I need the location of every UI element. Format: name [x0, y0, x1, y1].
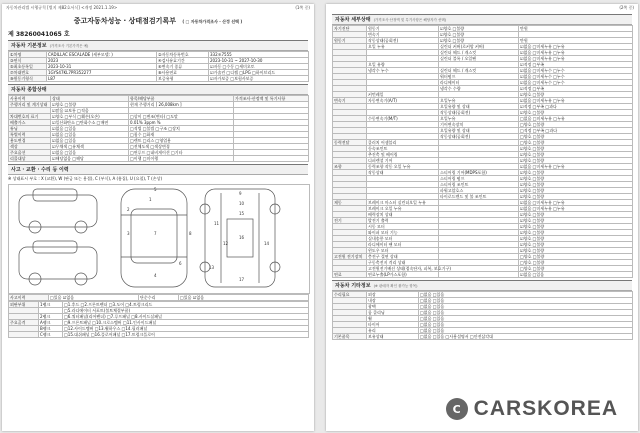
inspection-page-1: [2, 4, 314, 431]
table-cell: □상이 □변조(변타) □도말: [129, 114, 234, 120]
table-cell: ☑양호 □불량: [519, 218, 633, 224]
accident-history-row: [9, 295, 309, 301]
table-cell: ③연식: [9, 58, 47, 64]
table-cell: 사고이력: [9, 295, 49, 301]
table-cell: 만원: [519, 26, 633, 32]
table-cell: □양호 □불량: [519, 140, 633, 146]
table-cell: 외장: [367, 292, 419, 298]
table-cell: ☑양호 □불량: [519, 224, 633, 230]
table-cell: □있음 ☑없음: [49, 295, 139, 301]
table-cell: 내장: [367, 298, 419, 304]
table-cell: ☑양호 □불량: [519, 182, 633, 188]
diagram-part-number: 3: [127, 231, 130, 236]
table-cell: 고전원전기배선 상태(접속단자, 피복, 보호기구): [368, 266, 451, 271]
table-cell: ⑨원동기형식: [9, 76, 47, 82]
table-cell: ☑양호 □불량: [519, 170, 633, 176]
accident-history-table: [8, 294, 309, 301]
table-cell: ☑해당없음 □해당: [51, 156, 129, 162]
table-cell: □없음 □있음: [419, 292, 633, 298]
table-cell: 만원: [519, 38, 633, 44]
diagram-part-number: 17: [239, 277, 245, 282]
table-cell: ☑없음 □있음: [51, 132, 129, 138]
table-cell: ☑없음 □미세누유 □누유: [519, 98, 633, 104]
table-cell: □양호 □불량: [519, 266, 633, 272]
table-cell: ☑양호 □불량: [439, 38, 519, 44]
table-cell: 배출가스: [9, 120, 51, 126]
table-cell: ☑없음 □있음: [51, 138, 129, 144]
column-header: 상태: [51, 96, 129, 102]
table-cell: ☑양호 □불량: [519, 242, 633, 248]
basic-info-table: [8, 51, 309, 82]
table-cell: □5.라디에이터 서포트(볼트체결부품): [63, 308, 309, 314]
table-cell: ☑양호 □불량: [519, 188, 633, 194]
table-cell: 고전원 전기장치: [333, 254, 367, 260]
table-cell: L87: [47, 76, 157, 82]
diagram-part-number: 4: [154, 273, 157, 278]
detail-status-table: [332, 25, 633, 278]
diagram-part-number: 12: [223, 241, 229, 246]
accident-section-title: 사고 · 교환 · 수리 등 이력: [8, 164, 308, 175]
column-header: 가격조사·산정액 및 특기사항: [234, 96, 309, 102]
panel-rank-row: [9, 332, 309, 338]
table-cell: 1GYS47KL7PR352277: [47, 70, 157, 76]
table-cell: 시동 모터: [367, 224, 439, 230]
diagram-part-number: 10: [239, 201, 245, 206]
table-cell: ☑양호 □불량: [519, 236, 633, 242]
column-header: 사용이력: [9, 96, 51, 102]
table-cell: ☑없음 □미세누유 □누유: [519, 200, 633, 206]
table-cell: □적정 □부족 □과다: [519, 128, 633, 134]
table-cell: 차대번호의 표기: [9, 114, 51, 120]
table-cell: 광택: [367, 304, 419, 310]
basic-info-row: [9, 70, 309, 76]
table-cell: 오일 유량: [367, 62, 439, 68]
table-cell: ☑없음 □미세누수 □누수: [519, 68, 633, 74]
diagram-part-number: 13: [209, 265, 215, 270]
table-cell: □없음 □있음: [419, 310, 633, 316]
diagram-part-number: 9: [239, 191, 242, 196]
extra-section-title: 자동차 기타정보 (※ 판매자 확인 불가능 항목): [332, 280, 632, 291]
table-cell: 스티어링 조인트: [439, 182, 519, 188]
diagram-part-number: 11: [214, 221, 220, 226]
table-cell: 충전구 절연 상태: [367, 254, 439, 260]
table-cell: 등속조인트: [367, 146, 439, 152]
table-cell: 기어변속장치: [439, 122, 519, 128]
table-cell: ☑가솔린 □디젤 □LPG □하이브리드: [209, 70, 309, 76]
table-cell: □없음 □미세누유 □누유: [519, 116, 633, 122]
table-cell: □썬루프 □네비게이션 □기타: [129, 150, 234, 156]
detail-section-title: 자동차 세부상태 (가격조사·산정액 및 특기사항은 해당자가 선택): [332, 14, 632, 25]
table-cell: ☑없음 □있음: [519, 272, 633, 278]
table-cell: ☑없음 □미세누수 □누수: [519, 74, 633, 80]
table-cell: ④검사유효기간: [157, 58, 209, 64]
table-cell: 휠: [367, 316, 419, 322]
table-cell: 자기진단: [333, 26, 367, 32]
table-cell: 워터펌프: [439, 74, 519, 80]
table-cell: 튜닝: [9, 126, 51, 132]
table-cell: □1.후드 □2.프론트펜더 □3.도어 □4.트렁크리드: [63, 302, 309, 308]
page-number: (1쪽 중): [295, 5, 310, 10]
table-cell: 구동축전지 격리 상태: [367, 260, 439, 266]
table-cell: ☑자가보증 □보험사보증: [209, 76, 309, 82]
table-cell: ☑양호 □불량: [439, 26, 519, 32]
table-cell: ⑧사용연료: [157, 70, 209, 76]
table-cell: ☑양호 □불량: [519, 230, 633, 236]
table-cell: 자동변속기(A/T): [367, 98, 439, 104]
overall-status-section-title: 자동차 종합상태: [8, 84, 308, 95]
table-cell: □15.대쉬패널 □16.플로어패널 □17.트렁크플로어: [63, 332, 309, 338]
table-cell: 오일누유: [439, 98, 519, 104]
extra-info-row: [333, 334, 633, 340]
table-cell: ☑양호 □부식 □훼손(오손): [51, 114, 129, 120]
table-cell: 스티어링 펌프: [439, 176, 519, 182]
table-cell: □적법 □불법 □구조 □장치: [129, 126, 234, 132]
diagram-part-number: 8: [189, 231, 192, 236]
table-cell: 보증유형: [157, 76, 209, 82]
table-cell: 실린더 헤드 / 개스킷: [439, 68, 519, 74]
table-cell: 오일 누유: [367, 44, 439, 50]
table-cell: 파워고압호스: [439, 188, 519, 194]
table-cell: □양호 □불량: [519, 122, 633, 128]
page2-header: [326, 4, 638, 12]
table-cell: 2023: [47, 58, 157, 64]
table-cell: 실내송풍 모터: [367, 236, 439, 242]
table-cell: 용도변경: [9, 138, 51, 144]
damage-symbol-legend: ※ 상태표시 부호 : X (교환), W (판금 또는 용접), C (부식), A (흠집), U (요철), T (손상): [8, 176, 163, 181]
table-cell: □12.사이드멤버 □13.휠하우스 □14.필러패널: [63, 326, 309, 332]
table-cell: A랭크: [39, 320, 63, 326]
table-cell: 룸 클리닝: [367, 310, 419, 316]
table-cell: □있음 ☑없음: [179, 295, 309, 301]
table-cell: 작동상태(공회전): [367, 38, 439, 44]
table-cell: ☑양호 □불량: [519, 194, 633, 200]
table-cell: □없음 □있음 □사용설명서 □안전삼각대: [419, 334, 633, 340]
table-cell: 실린더 헤드 / 개스킷: [439, 50, 519, 56]
table-cell: ☑없음 □미세누유 □누유: [519, 44, 633, 50]
table-cell: ☑없음 □있음: [51, 126, 129, 132]
table-cell: ⑥변속기 종류: [157, 64, 209, 70]
table-cell: 색상: [9, 144, 51, 150]
table-cell: 특별이력: [9, 132, 51, 138]
table-cell: 1랭크: [39, 302, 63, 308]
column-header: 항목/해당부품: [129, 96, 234, 102]
table-cell: B랭크: [39, 326, 63, 332]
table-cell: □양호 □불량: [519, 134, 633, 140]
table-cell: 수동변속기(M/T): [367, 116, 439, 122]
table-cell: 주요옵션: [9, 150, 51, 156]
table-cell: □양호 □불량: [519, 254, 633, 260]
table-cell: 작동상태(공회전): [439, 110, 519, 116]
inspection-page-2: [326, 4, 638, 431]
table-cell: 원동기: [367, 26, 439, 32]
table-cell: ⑤최초등록일: [9, 64, 47, 70]
table-cell: 발전기 출력: [367, 218, 439, 224]
table-cell: ☑없음 □미세누유 □누유: [519, 206, 633, 212]
table-cell: ☑적정 □부족: [519, 86, 633, 92]
diagram-part-number: 5: [154, 187, 157, 192]
table-cell: ☑적정 □부족 □과다: [519, 104, 633, 110]
table-cell: 수리필요: [333, 292, 367, 298]
diagram-part-number: 15: [239, 211, 245, 216]
table-cell: □이행 □미이행: [129, 156, 234, 162]
document-number: 제 38260041065 호: [8, 31, 70, 38]
table-cell: 브레이크 마스터 실린더오일 누유: [367, 200, 439, 206]
table-cell: 연료: [333, 272, 367, 278]
diagram-part-number: 7: [154, 231, 157, 236]
table-cell: 타이어: [367, 322, 419, 328]
table-cell: 주행거리 및 계기상태: [9, 102, 51, 108]
table-cell: ☑없음 □미세누수 □누수: [519, 80, 633, 86]
table-cell: 윈도우 모터: [367, 248, 439, 254]
table-cell: 연료누출(LP가스포함): [367, 272, 439, 278]
car-outline-diagram: [9, 185, 309, 293]
table-cell: 리콜대상: [9, 156, 51, 162]
diagram-part-number: 14: [264, 241, 270, 246]
form-reference: 자동차관리법 시행규칙 [별지 제82호서식] <개정 2021.1.19>: [6, 5, 118, 10]
table-cell: 조향: [333, 164, 367, 170]
table-cell: 전기: [333, 218, 367, 224]
table-cell: 오일유량 및 상태: [439, 128, 519, 134]
table-cell: 변속기: [367, 32, 439, 38]
table-cell: 현재 주행거리 [ 26,008km ]: [129, 102, 234, 108]
panel-rank-table: [8, 301, 309, 338]
table-cell: ☑무채색 □유채색: [51, 144, 129, 150]
table-cell: CADILLAC ESCALADE (세부모델: ): [47, 52, 157, 58]
table-cell: 2023-10-31: [47, 64, 157, 70]
table-cell: 브레이크 오일 누유: [367, 206, 439, 212]
table-cell: 0.01% 3ppm %: [129, 120, 234, 126]
table-cell: ☑양호 □불량: [519, 176, 633, 182]
table-cell: ☑양호 □불량: [519, 158, 633, 164]
table-cell: [234, 156, 309, 162]
table-cell: □없음 □있음: [419, 328, 633, 334]
table-cell: 기본품목: [333, 334, 367, 340]
table-cell: □없음 □있음: [419, 298, 633, 304]
table-cell: 스티어링 기어(MDPS포함): [439, 170, 519, 176]
table-cell: □렌트 □리스 □영업용: [129, 138, 234, 144]
diagram-part-number: 2: [127, 207, 130, 212]
table-cell: 2랭크: [39, 314, 63, 320]
table-cell: □9.프론트패널 □10.크로스멤버 □11.인사이드패널: [63, 320, 309, 326]
table-cell: 원동기: [333, 38, 367, 44]
document-title: 중고자동차성능 · 상태점검기록부 ( □ 자동차가격조사 · 산정 선택 ): [73, 17, 243, 25]
table-cell: 실린더 블록 / 오일팬: [439, 56, 519, 62]
table-cell: 와이퍼 모터 기능: [367, 230, 439, 236]
overall-status-table: [8, 95, 309, 162]
table-cell: ☑양호 □불량: [519, 146, 633, 152]
table-cell: ☑양호 □불량: [519, 212, 633, 218]
table-cell: ☑일산화탄소 □탄화수소 □매연: [51, 120, 129, 126]
table-cell: □양호 □불량: [519, 260, 633, 266]
table-cell: ☑적정 □부족: [519, 62, 633, 68]
table-cell: ☑많음 ☑보통 □적음: [51, 108, 129, 114]
table-cell: C랭크: [39, 332, 63, 338]
table-cell: ⑦차대번호: [9, 70, 47, 76]
table-cell: □없음 □있음: [419, 304, 633, 310]
table-cell: 커먼레일: [367, 92, 439, 98]
table-cell: 332조7555: [209, 52, 309, 58]
table-cell: ☑없음 □있음: [51, 150, 129, 156]
table-cell: 클러치 어셈블리: [367, 140, 439, 146]
watermark-text: CARSKOREA: [473, 397, 618, 420]
carskorea-watermark: [446, 397, 618, 421]
table-cell: 오일유량 및 상태: [439, 104, 519, 110]
page1-header: [2, 4, 314, 12]
table-cell: [9, 332, 39, 338]
page-number: (2쪽 중): [619, 5, 634, 10]
table-cell: ☑자동 □수동 □세미오토: [209, 64, 309, 70]
title-options: ( □ 자동차가격조사 · 산정 선택 ): [182, 19, 243, 24]
table-cell: ☑양호 □불량: [519, 152, 633, 158]
table-cell: ☑없음 □미세누유 □누유: [519, 164, 633, 170]
table-cell: 제동: [333, 200, 367, 206]
table-cell: ☑없음 □미세누유 □누유: [519, 50, 633, 56]
diagram-part-number: 6: [179, 261, 182, 266]
table-cell: 실린더 커버(로커암 커버): [439, 44, 519, 50]
table-cell: 변속기: [333, 98, 367, 104]
table-cell: ②자동차등록번호: [157, 52, 209, 58]
table-cell: ☑양호 □불량: [519, 110, 633, 116]
extra-info-table: [332, 291, 633, 340]
table-cell: 배력장치 상태: [367, 212, 439, 218]
table-cell: ①차명: [9, 52, 47, 58]
table-cell: ☑양호 □불량: [519, 92, 633, 98]
table-cell: 2023-10-31 ~ 2027-10-30: [209, 58, 309, 64]
table-cell: 유리: [367, 328, 419, 334]
table-cell: 작동상태(공회전): [439, 134, 519, 140]
detail-status-row: [333, 272, 633, 278]
table-cell: ☑양호 □불량: [519, 248, 633, 254]
diagram-part-number: 1: [149, 197, 152, 202]
table-cell: 디퍼렌셜 기어: [367, 158, 439, 164]
overall-status-row: [9, 156, 309, 162]
table-cell: [439, 272, 519, 278]
table-cell: 라디에이터 팬 모터: [367, 242, 439, 248]
table-cell: ☑없음 □미세누유 □누유: [519, 56, 633, 62]
carskorea-logo-icon: C: [446, 398, 468, 420]
vehicle-damage-diagram: [8, 184, 310, 294]
table-cell: □침수 □화재: [129, 132, 234, 138]
table-cell: 냉각수 누수: [367, 68, 439, 74]
basic-info-section-title: 자동차 기본정보 (가격조사 기본가격은 예): [8, 40, 308, 51]
table-cell: 단순수리: [139, 295, 179, 301]
table-cell: □전체도색 □색상변경: [129, 144, 234, 150]
diagram-part-number: 16: [239, 235, 245, 240]
table-cell: ☑양호 □불량: [439, 32, 519, 38]
table-cell: □없음 □있음: [419, 316, 633, 322]
table-cell: 보유상태: [367, 334, 419, 340]
table-cell: 동력전달: [333, 140, 367, 146]
table-cell: □없음 □있음: [419, 322, 633, 328]
table-cell: 외판부위: [9, 302, 39, 308]
table-cell: 동력조향 작동 오일 누유: [367, 164, 439, 170]
table-cell: □6.쿼터패널(리어펜더) □7.루프패널 □8.사이드실패널: [63, 314, 309, 320]
table-cell: 작동상태: [367, 170, 439, 176]
table-cell: 주요골격: [9, 320, 39, 326]
table-cell: 오일누유: [439, 116, 519, 122]
table-cell: 추진축 및 베어링: [367, 152, 439, 158]
table-cell: 라디에이터: [439, 80, 519, 86]
table-cell: 타이로드엔드 및 볼 조인트: [439, 194, 519, 200]
table-cell: ☑양호 □불량: [51, 102, 129, 108]
table-cell: 냉각수 수량: [439, 86, 519, 92]
basic-info-row: [9, 76, 309, 82]
